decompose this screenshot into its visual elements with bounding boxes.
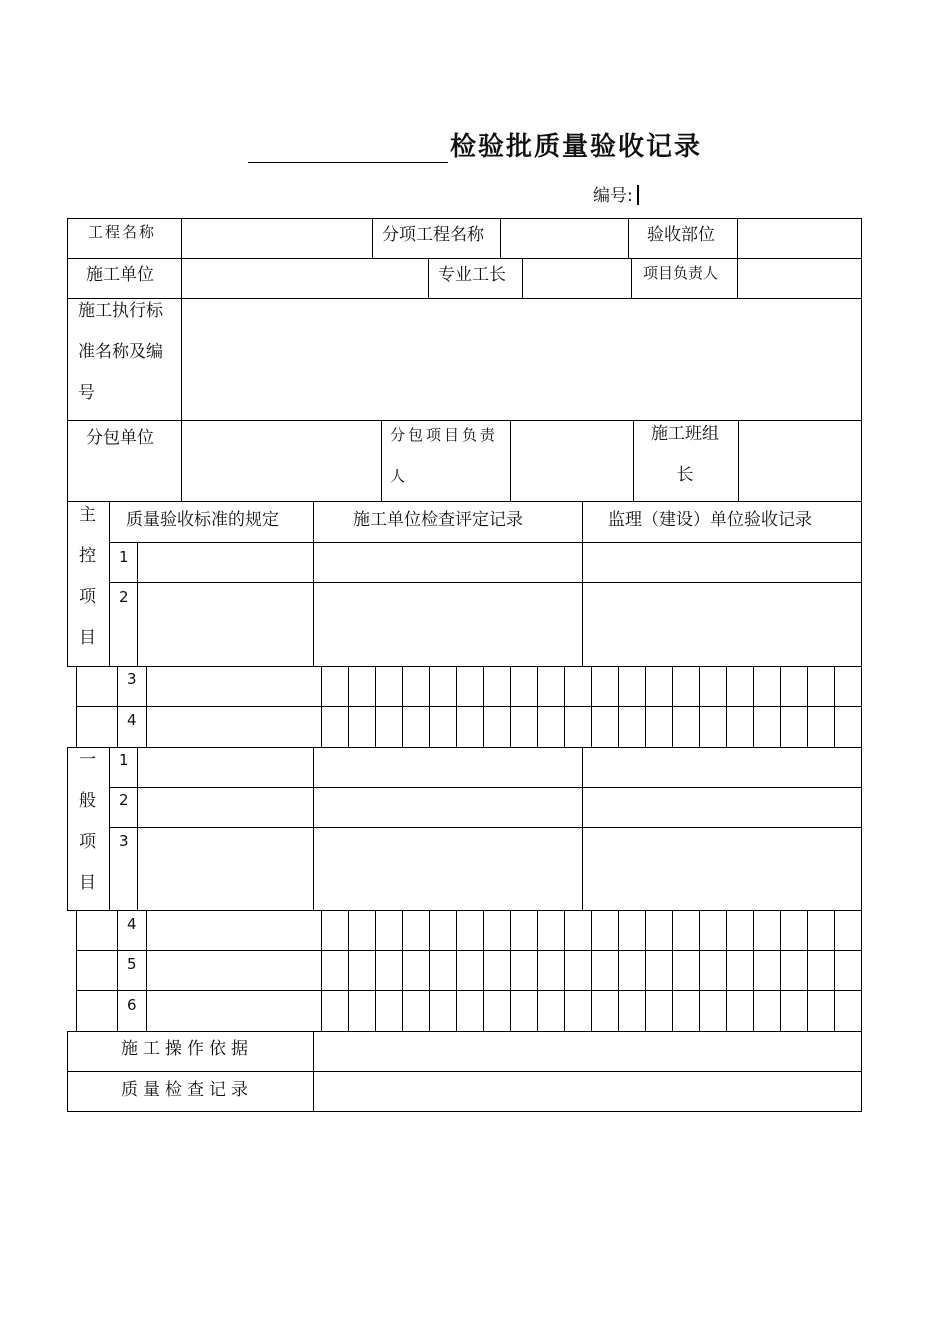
table-rule-horizontal xyxy=(76,990,862,991)
table-rule-vertical xyxy=(402,910,403,1032)
table-rule-vertical xyxy=(137,747,138,911)
table-rule-horizontal xyxy=(67,1031,862,1032)
table-rule-vertical xyxy=(537,666,538,748)
table-rule-vertical xyxy=(321,666,322,748)
table-rule-vertical xyxy=(726,910,727,1032)
table-rule-vertical xyxy=(428,258,429,299)
table-rule-vertical xyxy=(807,910,808,1032)
table-rule-vertical xyxy=(699,666,700,748)
table-rule-vertical xyxy=(672,666,673,748)
serial-label: 编号: xyxy=(593,186,633,206)
table-rule-vertical xyxy=(510,420,511,502)
table-rule-vertical xyxy=(67,747,68,911)
label-project-name: 工程名称 xyxy=(88,223,157,241)
label-acceptance-part: 验收部位 xyxy=(647,225,715,245)
table-rule-vertical xyxy=(582,501,583,667)
table-rule-vertical xyxy=(510,910,511,1032)
table-rule-vertical xyxy=(375,910,376,1032)
main-item-number: 3 xyxy=(127,670,137,688)
header-check-record: 施工单位检查评定记录 xyxy=(353,510,523,530)
table-rule-vertical xyxy=(313,1031,314,1112)
table-rule-vertical xyxy=(181,218,182,502)
table-rule-horizontal xyxy=(109,542,862,543)
label-general-items: 一般项目 xyxy=(79,750,96,893)
general-item-number: 1 xyxy=(119,751,129,769)
label-project-manager: 项目负责人 xyxy=(643,264,719,282)
title-text: 检验批质量验收记录 xyxy=(449,132,702,162)
main-item-number: 1 xyxy=(119,548,129,566)
table-rule-vertical xyxy=(737,258,738,299)
label-team-leader: 施工班组长 xyxy=(651,424,719,485)
table-rule-vertical xyxy=(537,910,538,1032)
label-subcontractor: 分包单位 xyxy=(86,428,154,448)
table-rule-vertical xyxy=(633,420,634,502)
table-rule-vertical xyxy=(564,666,565,748)
table-rule-vertical xyxy=(456,666,457,748)
general-item-number: 5 xyxy=(127,955,137,973)
table-rule-vertical xyxy=(375,666,376,748)
table-rule-horizontal xyxy=(67,666,862,667)
table-rule-vertical xyxy=(500,218,501,259)
label-main-control-items: 主控项目 xyxy=(79,505,96,648)
table-rule-horizontal xyxy=(109,787,862,788)
table-rule-vertical xyxy=(76,666,77,748)
table-rule-vertical xyxy=(321,910,322,1032)
table-rule-horizontal xyxy=(67,1111,862,1112)
table-rule-vertical xyxy=(483,910,484,1032)
table-rule-vertical xyxy=(348,910,349,1032)
table-rule-vertical xyxy=(146,910,147,1032)
table-rule-horizontal xyxy=(67,501,862,502)
table-rule-vertical xyxy=(137,542,138,667)
table-rule-vertical xyxy=(76,910,77,1032)
table-rule-vertical xyxy=(618,666,619,748)
table-rule-vertical xyxy=(753,910,754,1032)
table-rule-vertical xyxy=(618,910,619,1032)
table-rule-horizontal xyxy=(67,1071,862,1072)
table-rule-horizontal xyxy=(76,706,862,707)
table-rule-vertical xyxy=(67,1031,68,1112)
serial-number xyxy=(593,181,639,206)
table-rule-vertical xyxy=(510,666,511,748)
label-quality-record: 质量检查记录 xyxy=(121,1080,253,1100)
table-rule-vertical xyxy=(348,666,349,748)
table-rule-vertical xyxy=(522,258,523,299)
table-rule-horizontal xyxy=(76,950,862,951)
table-rule-vertical xyxy=(753,666,754,748)
table-rule-vertical xyxy=(645,666,646,748)
table-rule-horizontal xyxy=(67,747,862,748)
table-rule-vertical xyxy=(402,666,403,748)
label-sub-project-name: 分项工程名称 xyxy=(382,225,484,245)
table-rule-vertical xyxy=(381,420,382,502)
table-rule-horizontal xyxy=(109,827,862,828)
header-standard-rule: 质量验收标准的规定 xyxy=(126,510,279,530)
table-rule-vertical xyxy=(591,910,592,1032)
table-rule-vertical xyxy=(628,218,629,259)
title-blank-line[interactable] xyxy=(248,134,448,163)
label-execution-standard: 施工执行标准名称及编号 xyxy=(78,301,163,403)
table-rule-vertical xyxy=(699,910,700,1032)
table-rule-vertical xyxy=(146,666,147,748)
table-rule-vertical xyxy=(483,666,484,748)
table-rule-vertical xyxy=(861,666,862,748)
table-rule-vertical xyxy=(834,910,835,1032)
table-rule-vertical xyxy=(109,501,110,667)
label-sub-manager: 分包项目负责人 xyxy=(390,426,499,485)
main-item-number: 2 xyxy=(119,588,129,606)
general-item-number: 2 xyxy=(119,791,129,809)
table-rule-vertical xyxy=(737,218,738,259)
table-rule-vertical xyxy=(109,747,110,911)
table-rule-vertical xyxy=(726,666,727,748)
table-rule-vertical xyxy=(807,666,808,748)
table-rule-vertical xyxy=(582,747,583,911)
table-rule-vertical xyxy=(631,258,632,299)
table-rule-vertical xyxy=(117,666,118,748)
text-cursor[interactable] xyxy=(637,185,639,205)
general-item-number: 4 xyxy=(127,915,137,933)
label-operation-basis: 施工操作依据 xyxy=(121,1039,253,1059)
table-rule-vertical xyxy=(645,910,646,1032)
header-supervision-record: 监理（建设）单位验收记录 xyxy=(608,510,812,530)
table-rule-vertical xyxy=(313,747,314,911)
table-rule-horizontal xyxy=(67,910,862,911)
general-item-number: 3 xyxy=(119,832,129,850)
table-rule-vertical xyxy=(429,666,430,748)
table-rule-vertical xyxy=(429,910,430,1032)
table-rule-vertical xyxy=(372,218,373,259)
table-rule-vertical xyxy=(456,910,457,1032)
label-construction-unit: 施工单位 xyxy=(86,265,154,285)
table-rule-horizontal xyxy=(67,258,862,259)
table-rule-vertical xyxy=(591,666,592,748)
table-rule-vertical xyxy=(564,910,565,1032)
table-rule-horizontal xyxy=(67,218,862,219)
label-foreman: 专业工长 xyxy=(438,265,506,285)
table-rule-vertical xyxy=(780,666,781,748)
document-title xyxy=(0,126,950,163)
table-rule-vertical xyxy=(861,910,862,1032)
table-rule-vertical xyxy=(738,420,739,502)
table-rule-vertical xyxy=(672,910,673,1032)
table-rule-vertical xyxy=(834,666,835,748)
table-rule-horizontal xyxy=(109,582,862,583)
table-rule-horizontal xyxy=(67,298,862,299)
table-rule-vertical xyxy=(67,218,68,667)
table-rule-vertical xyxy=(313,501,314,667)
table-rule-vertical xyxy=(780,910,781,1032)
main-item-number: 4 xyxy=(127,711,137,729)
table-rule-vertical xyxy=(117,910,118,1032)
general-item-number: 6 xyxy=(127,996,137,1014)
